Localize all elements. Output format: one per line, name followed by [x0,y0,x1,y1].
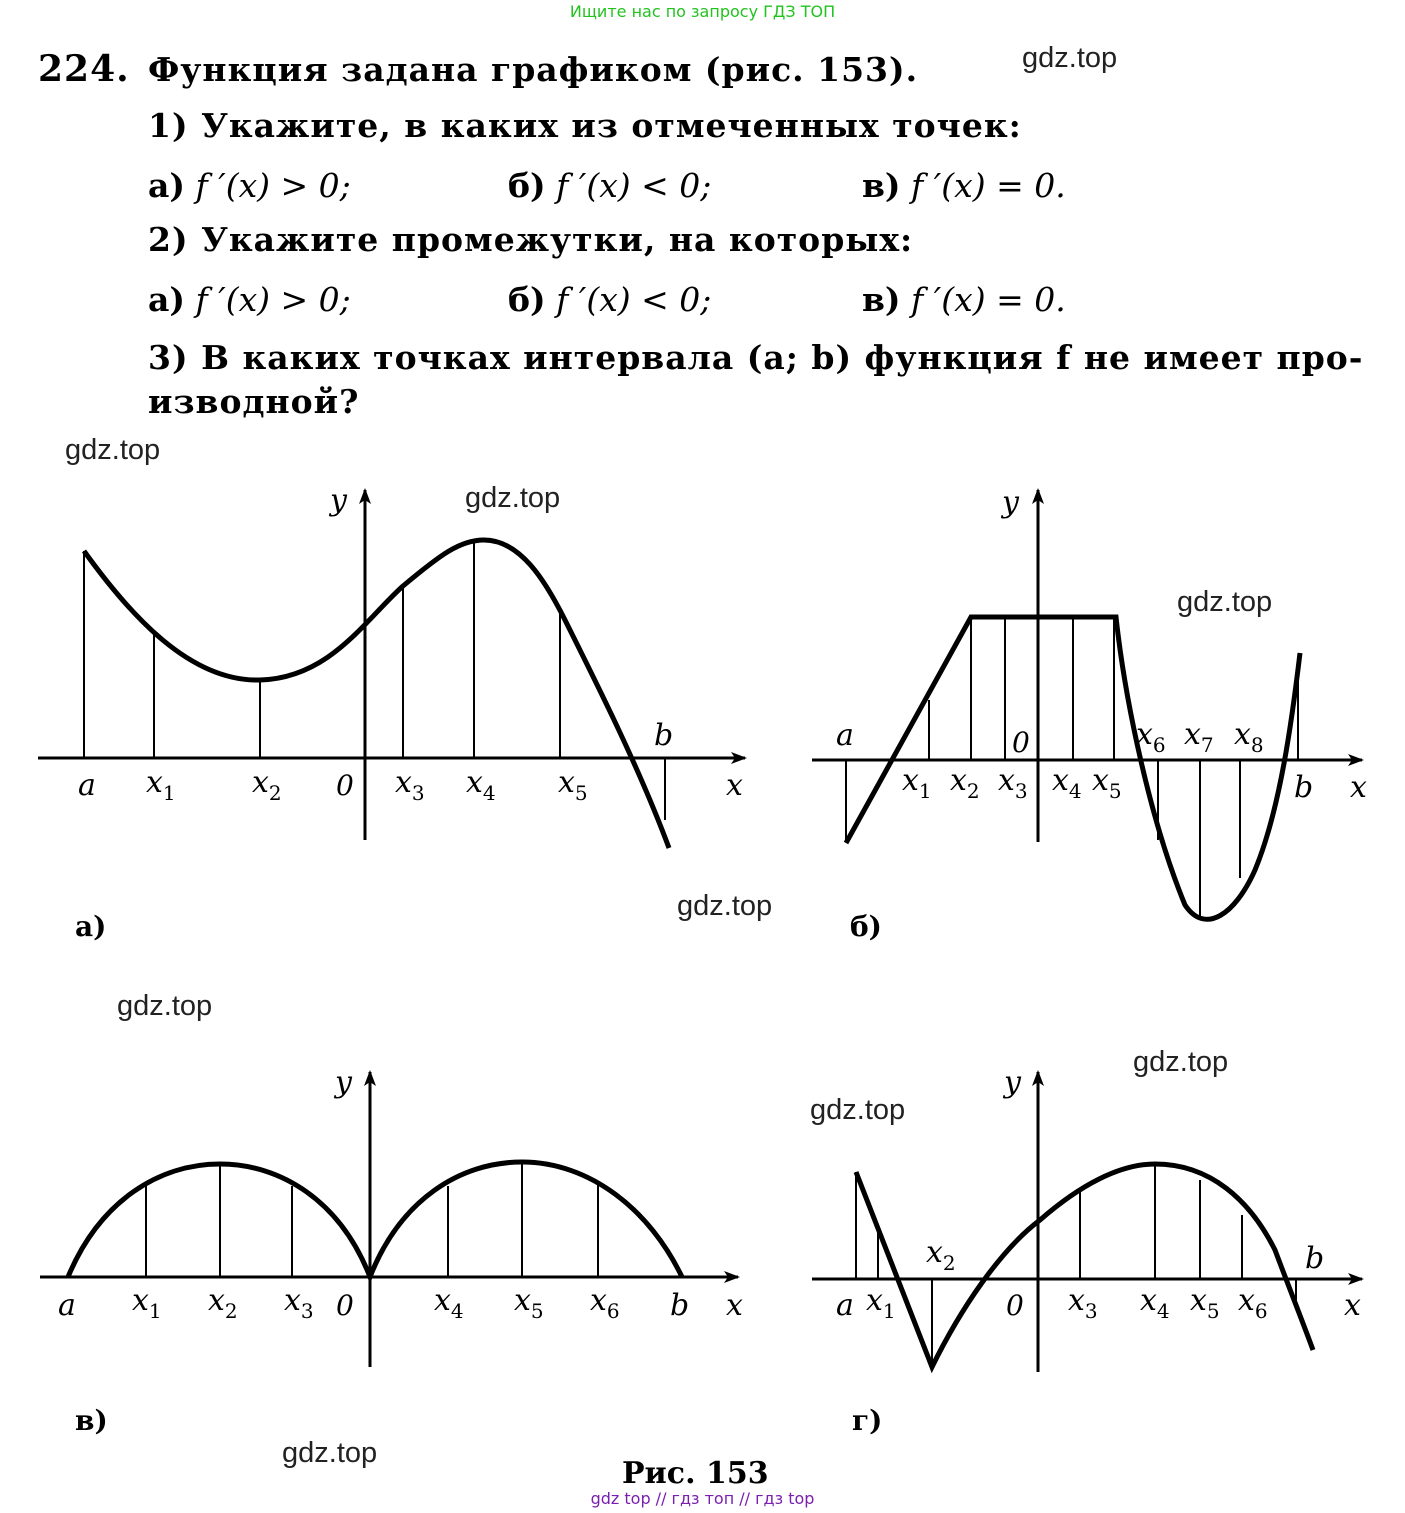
b-label: b [1305,1241,1325,1276]
x5-label: $x_5$ [514,1283,544,1323]
condition-v-row1: в) f ′(x) = 0. [862,166,1066,205]
y-label: y [1002,485,1019,520]
x1-label: $x_1$ [866,1283,896,1323]
task-number: 224. [38,48,130,90]
condition-b-row1: б) f ′(x) < 0; [508,166,712,205]
x6-label: $x_6$ [590,1283,620,1323]
x3-label: $x_3$ [395,765,425,805]
x4-label: $x_4$ [466,765,496,805]
x-label: x [1350,770,1367,805]
condition-a-row2: а) f ′(x) > 0; [148,280,351,319]
x4-label: $x_4$ [1052,763,1082,803]
b-label: b [1294,770,1314,805]
watermark: gdz.top [677,890,773,922]
panel-a [38,483,745,848]
x5-label: $x_5$ [1190,1283,1220,1323]
x2-label: $x_2$ [950,763,980,803]
x6-label: $x_6$ [1136,717,1166,757]
x1-label: $x_1$ [132,1283,162,1323]
watermark: gdz.top [1133,1046,1229,1078]
watermark: gdz.top [1022,42,1118,74]
watermark: gdz.top [65,434,161,466]
question-2: 2) Укажите промежутки, на которых: [148,220,914,259]
x1-label: $x_1$ [902,763,932,803]
a-label: a [58,1288,76,1323]
x4-label: $x_4$ [434,1283,464,1323]
x2-label: $x_2$ [926,1235,956,1275]
function-curve [856,1164,1313,1367]
a-label: a [836,718,854,753]
x1-label: $x_1$ [146,765,176,805]
panel-g-label: г) [852,1404,883,1437]
panel-v-label: в) [75,1404,108,1437]
x3-label: $x_3$ [1068,1283,1098,1323]
x3-label: $x_3$ [284,1283,314,1323]
panel-b [812,485,1367,919]
watermark: gdz.top [117,990,213,1022]
origin-label: 0 [1006,1289,1024,1322]
y-label: y [335,1065,352,1100]
origin-label: 0 [1012,726,1030,759]
bottom-banner[interactable]: gdz top // гдз топ // гдз top [590,1489,815,1508]
origin-label: 0 [336,769,354,802]
a-label: a [836,1288,854,1323]
a-label: a [78,768,96,803]
x-label: x [726,1288,743,1323]
question-3-line1: 3) В каких точках интервала (a; b) функция f не имеет про- [148,338,1364,377]
watermark: gdz.top [1177,586,1273,618]
x-label: x [726,768,743,803]
panel-a-label: а) [75,910,107,943]
y-label: y [1004,1065,1021,1100]
top-banner[interactable]: Ищите нас по запросу ГДЗ ТОП [569,2,836,21]
watermark: gdz.top [810,1094,906,1126]
x2-label: $x_2$ [208,1283,238,1323]
watermark: gdz.top [465,482,561,514]
x6-label: $x_6$ [1238,1283,1268,1323]
x5-label: $x_5$ [558,765,588,805]
x3-label: $x_3$ [998,763,1028,803]
condition-v-row2: в) f ′(x) = 0. [862,280,1066,319]
panel-g [812,1065,1362,1372]
function-curve [68,1162,682,1277]
y-label: y [330,483,347,518]
b-label: b [670,1288,690,1323]
question-3-line2: изводной? [148,382,360,421]
x-label: x [1344,1288,1361,1323]
b-label: b [654,718,674,753]
task-title: Функция задана графиком (рис. 153). [148,50,919,89]
question-1: 1) Укажите, в каких из отмеченных точек: [148,106,1022,145]
x7-label: $x_7$ [1184,717,1214,757]
figure-caption: Рис. 153 [622,1456,769,1491]
x2-label: $x_2$ [252,765,282,805]
condition-b-row2: б) f ′(x) < 0; [508,280,712,319]
condition-a-row1: а) f ′(x) > 0; [148,166,351,205]
x4-label: $x_4$ [1140,1283,1170,1323]
panel-b-label: б) [850,910,882,943]
watermark: gdz.top [282,1437,378,1469]
origin-label: 0 [336,1289,354,1322]
x8-label: $x_8$ [1234,717,1264,757]
panel-v [40,1065,743,1367]
x5-label: $x_5$ [1092,763,1122,803]
